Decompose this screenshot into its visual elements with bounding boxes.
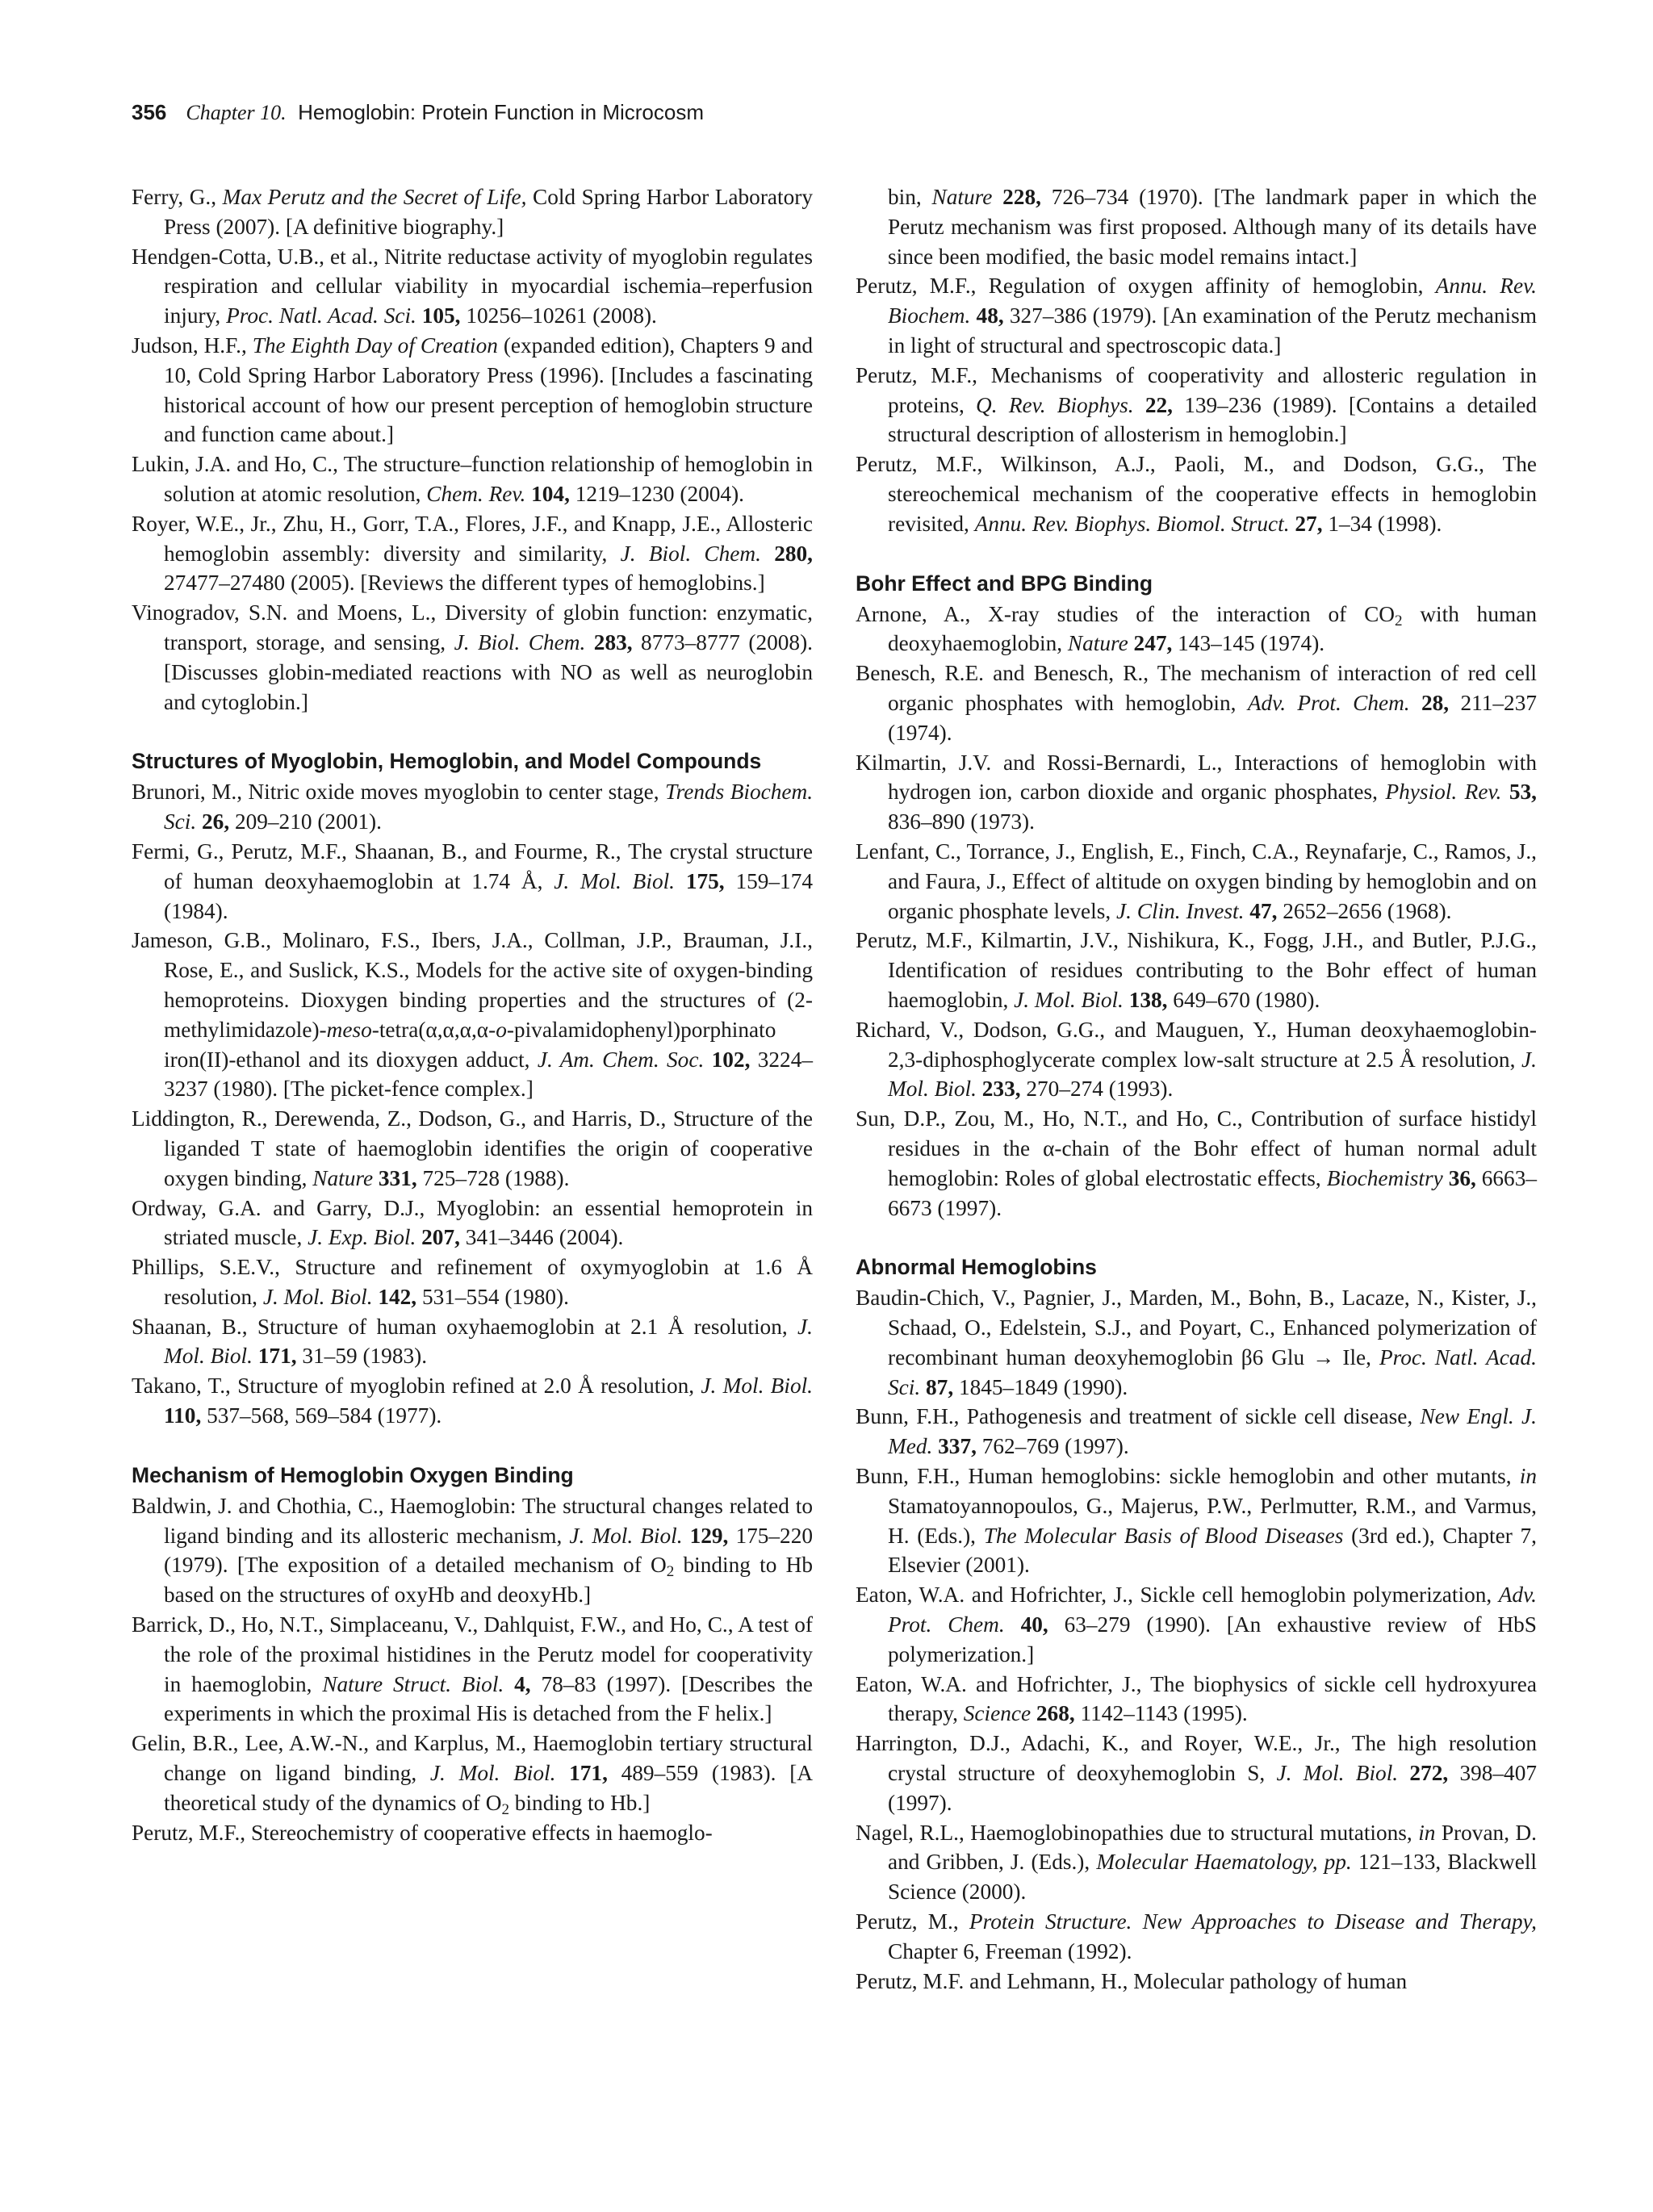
reference-entry: Takano, T., Structure of myoglobin refined at 2.0 Å resolution, J. Mol. Biol. 110, 537–568, 569–584 (1977). — [132, 1374, 814, 1428]
reference-entry: Benesch, R.E. and Benesch, R., The mechanism of interaction of red cell organic phosphates with hemoglobin, Adv. Prot. Chem. 28, 211–237 (1974). — [856, 661, 1538, 745]
reference-entry: Ferry, G., Max Perutz and the Secret of Life, Cold Spring Harbor Laboratory Press (2007). [A definitive biography.] — [132, 185, 813, 239]
reference-entry: Brunori, M., Nitric oxide moves myoglobin to center stage, Trends Biochem. Sci. 26, 209–210 (2001). — [132, 780, 814, 834]
reference-entry: Harrington, D.J., Adachi, K., and Royer, W.E., Jr., The high resolution crystal structure of deoxyhemoglobin S, J. Mol. Biol. 272, 398–407 (1997). — [856, 1731, 1537, 1815]
reference-entry: Lenfant, C., Torrance, J., English, E., Finch, C.A., Reynafarje, C., Ramos, J., and Faura, J., Effect of altitude on oxygen binding by hemoglobin and on organic phosphate levels, J. Clin. Invest. 47, 2652–2656 (1968). — [856, 838, 1537, 923]
reference-entry: Bunn, F.H., Human hemoglobins: sickle hemoglobin and other mutants, in Stamatoyannopoulos, G., Majerus, P.W., Perlmutter, R.M., and Varmus, H. (Eds.), The Molecular Basis of Blood Diseases (3rd ed.), Chapter 7, Elsevier (2001). — [856, 1464, 1537, 1578]
reference-entry: Perutz, M.F., Mechanisms of cooperativity and allosteric regulation in proteins, Q. Rev. Biophys. 22, 139–236 (1989). [Contains a detailed structural description of allosterism in hemoglobin.] — [856, 362, 1538, 447]
reference-entry: Liddington, R., Derewenda, Z., Dodson, G., and Harris, D., Structure of the liganded T state of haemoglobin identifies the origin of cooperative oxygen binding, Nature 331, 725–728 (1988). — [132, 1106, 813, 1190]
reference-entry: Bunn, F.H., Pathogenesis and treatment of sickle cell disease, New Engl. J. Med. 337, 762–769 (1997). — [856, 1404, 1537, 1459]
section-heading: Bohr Effect and BPG Binding — [856, 571, 1153, 596]
page-number: 356 — [132, 100, 167, 124]
section-heading: Structures of Myoglobin, Hemoglobin, and Model Compounds — [132, 749, 762, 774]
reference-entry: Gelin, B.R., Lee, A.W.-N., and Karplus, M., Haemoglobin tertiary structural change on ligand binding, J. Mol. Biol. 171, 489–559 (1983). [A theoretical study of the dynamics of $O_2$ binding to Hb.] — [132, 1731, 813, 1818]
reference-entry: Perutz, M.F., Stereochemistry of cooperative effects in haemoglo- — [132, 1820, 713, 1845]
reference-entry: Fermi, G., Perutz, M.F., Shaanan, B., and Fourme, R., The crystal structure of human deoxyhaemoglobin at 1.74 Å, J. Mol. Biol. 175, 159–174 (1984). — [132, 838, 813, 923]
reference-entry: Richard, V., Dodson, G.G., and Mauguen, Y., Human deoxyhaemoglobin-2,3-diphosphoglycerate complex low-salt structure at 2.5 Å resolution, J. Mol. Biol. 233, 270–274 (1993). — [856, 1017, 1537, 1102]
reference-entry: Kilmartin, J.V. and Rossi-Bernardi, L., Interactions of hemoglobin with hydrogen ion, carbon dioxide and organic phosphates, Physiol. Rev. 53, 836–890 (1973). — [856, 750, 1537, 834]
reference-entry: Lukin, J.A. and Ho, C., The structure–function relationship of hemoglobin in solution at atomic resolution, Chem. Rev. 104, 1219–1230 (2004). — [132, 452, 813, 506]
section-heading: Mechanism of Hemoglobin Oxygen Binding — [132, 1462, 574, 1487]
reference-entry: Arnone, A., X-ray studies of the interaction of $CO_2$ with human deoxyhaemoglobin, Nature 247, 143–145 (1974). — [856, 601, 1537, 656]
reference-entry: Ordway, G.A. and Garry, D.J., Myoglobin: an essential hemoprotein in striated muscle, J. Exp. Biol. 207, 341–3446 (2004). — [132, 1195, 813, 1250]
running-head — [132, 102, 704, 123]
reference-entry: Shaanan, B., Structure of human oxyhaemoglobin at 2.1 Å resolution, J. Mol. Biol. 171, 31–59 (1983). — [132, 1314, 813, 1369]
section-heading: Abnormal Hemoglobins — [856, 1255, 1097, 1280]
right-column — [856, 182, 1537, 1996]
reference-entry: Sun, D.P., Zou, M., Ho, N.T., and Ho, C., Contribution of surface histidyl residues in the α-chain of the Bohr effect of human normal adult hemoglobin: Roles of global electrostatic effects, Biochemistry 36, 6663–6673 (1997). — [856, 1106, 1537, 1220]
chapter-title: Hemoglobin: Protein Function in Microcosm — [298, 100, 704, 124]
chapter-label: Chapter 10. — [186, 101, 287, 124]
reference-entry: Eaton, W.A. and Hofrichter, J., The biophysics of sickle cell hydroxyurea therapy, Science 268, 1142–1143 (1995). — [856, 1671, 1537, 1726]
reference-entry: Baudin-Chich, V., Pagnier, J., Marden, M., Bohn, B., Lacaze, N., Kister, J., Schaad, O., Edelstein, S.J., and Poyart, C., Enhanced polymerization of recombinant human deoxyhemoglobin β6 Glu → Ile, Proc. Natl. Acad. Sci. 87, 1845–1849 (1990). — [856, 1286, 1537, 1399]
reference-entry: Phillips, S.E.V., Structure and refinement of oxymyoglobin at 1.6 Å resolution, J. Mol. Biol. 142, 531–554 (1980). — [132, 1255, 813, 1309]
left-column — [132, 182, 813, 1847]
reference-entry: Eaton, W.A. and Hofrichter, J., Sickle cell hemoglobin polymerization, Adv. Prot. Chem. 40, 63–279 (1990). [An exhaustive review of HbS polymerization.] — [856, 1583, 1537, 1666]
reference-entry: Jameson, G.B., Molinaro, F.S., Ibers, J.A., Collman, J.P., Brauman, J.I., Rose, E., and Suslick, K.S., Models for the active site of oxygen-binding hemoproteins. Dioxygen binding properties and the structures of (2-methylimidazole)-meso-tetra(α,α,α,α-o-pivalamidophenyl)porphinato iron(II)-ethanol and its dioxygen adduct, J. Am. Chem. Soc. 102, 3224–3237 (1980). [The picket-fence complex.] — [132, 928, 813, 1102]
reference-entry: Royer, W.E., Jr., Zhu, H., Gorr, T.A., Flores, J.F., and Knapp, J.E., Allosteric hemoglobin assembly: diversity and similarity, J. Biol. Chem. 280, 27477–27480 (2005). [Reviews the different types of hemoglobins.] — [132, 511, 813, 596]
reference-entry: Barrick, D., Ho, N.T., Simplaceanu, V., Dahlquist, F.W., and Ho, C., A test of the role of the proximal histidines in the Perutz model for cooperativity in haemoglobin, Nature Struct. Biol. 4, 78–83 (1997). [Describes the experiments in which the proximal His is detached from the F helix.] — [132, 1612, 813, 1726]
reference-entry: Perutz, M.F., Regulation of oxygen affinity of hemoglobin, Annu. Rev. Biochem. 48, 327–386 (1979). [An examination of the Perutz mechanism in light of structural and spectroscopic data.] — [856, 274, 1537, 358]
reference-entry: Perutz, M.F., Kilmartin, J.V., Nishikura, K., Fogg, J.H., and Butler, P.J.G., Identification of residues contributing to the Bohr effect of human haemoglobin, J. Mol. Biol. 138, 649–670 (1980). — [856, 928, 1537, 1012]
reference-entry: Hendgen-Cotta, U.B., et al., Nitrite reductase activity of myoglobin regulates respiration and cellular viability in myocardial ischemia–reperfusion injury, Proc. Natl. Acad. Sci. 105, 10256–10261 (2008). — [132, 244, 813, 328]
reference-entry: Nagel, R.L., Haemoglobinopathies due to structural mutations, in Provan, D. and Gribben, J. (Eds.), Molecular Haematology, pp. 121–133, Blackwell Science (2000). — [856, 1820, 1538, 1905]
reference-entry: Perutz, M., Protein Structure. New Approaches to Disease and Therapy, Chapter 6, Freeman (1992). — [856, 1909, 1537, 1963]
reference-entry: Baldwin, J. and Chothia, C., Haemoglobin: The structural changes related to ligand binding and its allosteric mechanism, J. Mol. Biol. 129, 175–220 (1979). [The exposition of a detailed mechanism of $O_2$ binding to Hb based on the structures of oxyHb and deoxyHb.] — [132, 1493, 813, 1608]
reference-entry: Perutz, M.F., Wilkinson, A.J., Paoli, M., and Dodson, G.G., The stereochemical mechanism of the cooperative effects in hemoglobin revisited, Annu. Rev. Biophys. Biomol. Struct. 27, 1–34 (1998). — [856, 452, 1537, 536]
reference-entry: Perutz, M.F. and Lehmann, H., Molecular pathology of human — [856, 1968, 1408, 1993]
reference-continuation: bin, Nature 228, 726–734 (1970). [The landmark paper in which the Perutz mechanism was first proposed. Although many of its details have since been modified, the basic model remains intact.] — [888, 185, 1538, 269]
reference-entry: Vinogradov, S.N. and Moens, L., Diversity of globin function: enzymatic, transport, storage, and sensing, J. Biol. Chem. 283, 8773–8777 (2008). [Discusses globin-mediated reactions with NO as well as neuroglobin and cytoglobin.] — [132, 600, 813, 714]
reference-entry: Judson, H.F., The Eighth Day of Creation (expanded edition), Chapters 9 and 10, Cold Spring Harbor Laboratory Press (1996). [Includes a fascinating historical account of how our present perception of hemoglobin structure and function came about.] — [132, 332, 814, 447]
